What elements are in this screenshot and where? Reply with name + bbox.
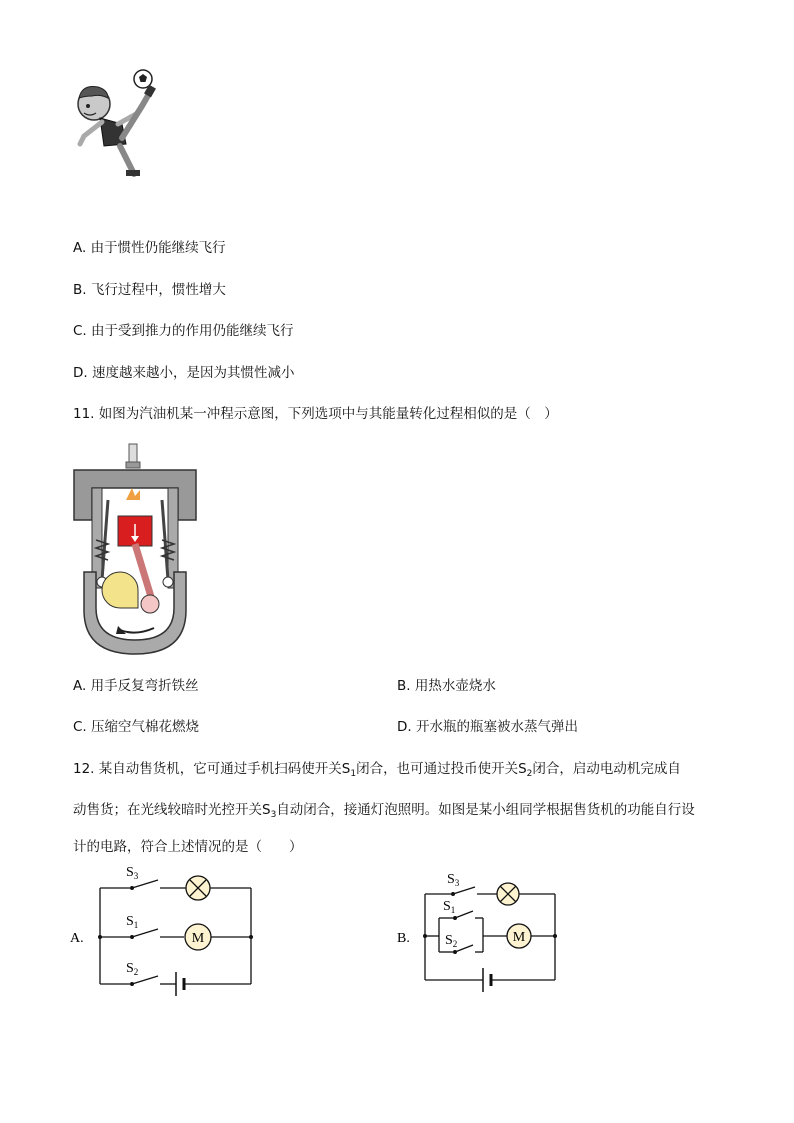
motor-label: M — [512, 930, 526, 945]
motor-label: M — [191, 931, 205, 946]
q12-stem-line2: 动售货；在光线较暗时光控开关$S_3$自动闭合，接通灯泡照明。如图是某小组同学根据售货机的功能自行设 — [73, 802, 695, 820]
circuit-b-label: B. — [397, 931, 410, 946]
q11-option-a: A. 用手反复弯折铁丝 — [73, 678, 199, 694]
q11-option-c: C. 压缩空气棉花燃烧 — [73, 719, 200, 735]
switch-s2-label: $S_2$ — [445, 933, 458, 949]
q12-stem-line1: 12. 某自动售货机，它可通过手机扫码使开关$S_1$闭合，也可通过投币使开关$S_2$闭合，启动电动机完成自 — [73, 761, 681, 779]
switch-s3-label: $S_3$ — [447, 872, 460, 888]
q11-option-b: B. 用热水壶烧水 — [397, 678, 496, 694]
circuit-diagram-a — [68, 862, 268, 1002]
q10-option-a: A. 由于惯性仍能继续飞行 — [73, 240, 226, 256]
q10-option-b: B. 飞行过程中，惯性增大 — [73, 282, 226, 298]
switch-s1-label: $S_1$ — [443, 899, 456, 915]
q12-stem-line3: 计的电路，符合上述情况的是（ ） — [73, 839, 303, 855]
switch-s2-label: $S_2$ — [126, 961, 139, 977]
circuit-diagram-b — [395, 866, 565, 998]
q10-option-d: D. 速度越来越小，是因为其惯性减小 — [73, 365, 295, 381]
circuit-a-label: A. — [70, 931, 84, 946]
switch-s3-label: $S_3$ — [126, 865, 139, 881]
q11-option-d: D. 开水瓶的瓶塞被水蒸气弹出 — [397, 719, 578, 735]
switch-s1-label: $S_1$ — [126, 914, 139, 930]
q10-option-c: C. 由于受到推力的作用仍能继续飞行 — [73, 323, 294, 339]
soccer-player-illustration — [70, 66, 160, 181]
q11-stem: 11. 如图为汽油机某一冲程示意图，下列选项中与其能量转化过程相似的是（ ） — [73, 406, 558, 422]
engine-stroke-diagram — [70, 440, 200, 658]
